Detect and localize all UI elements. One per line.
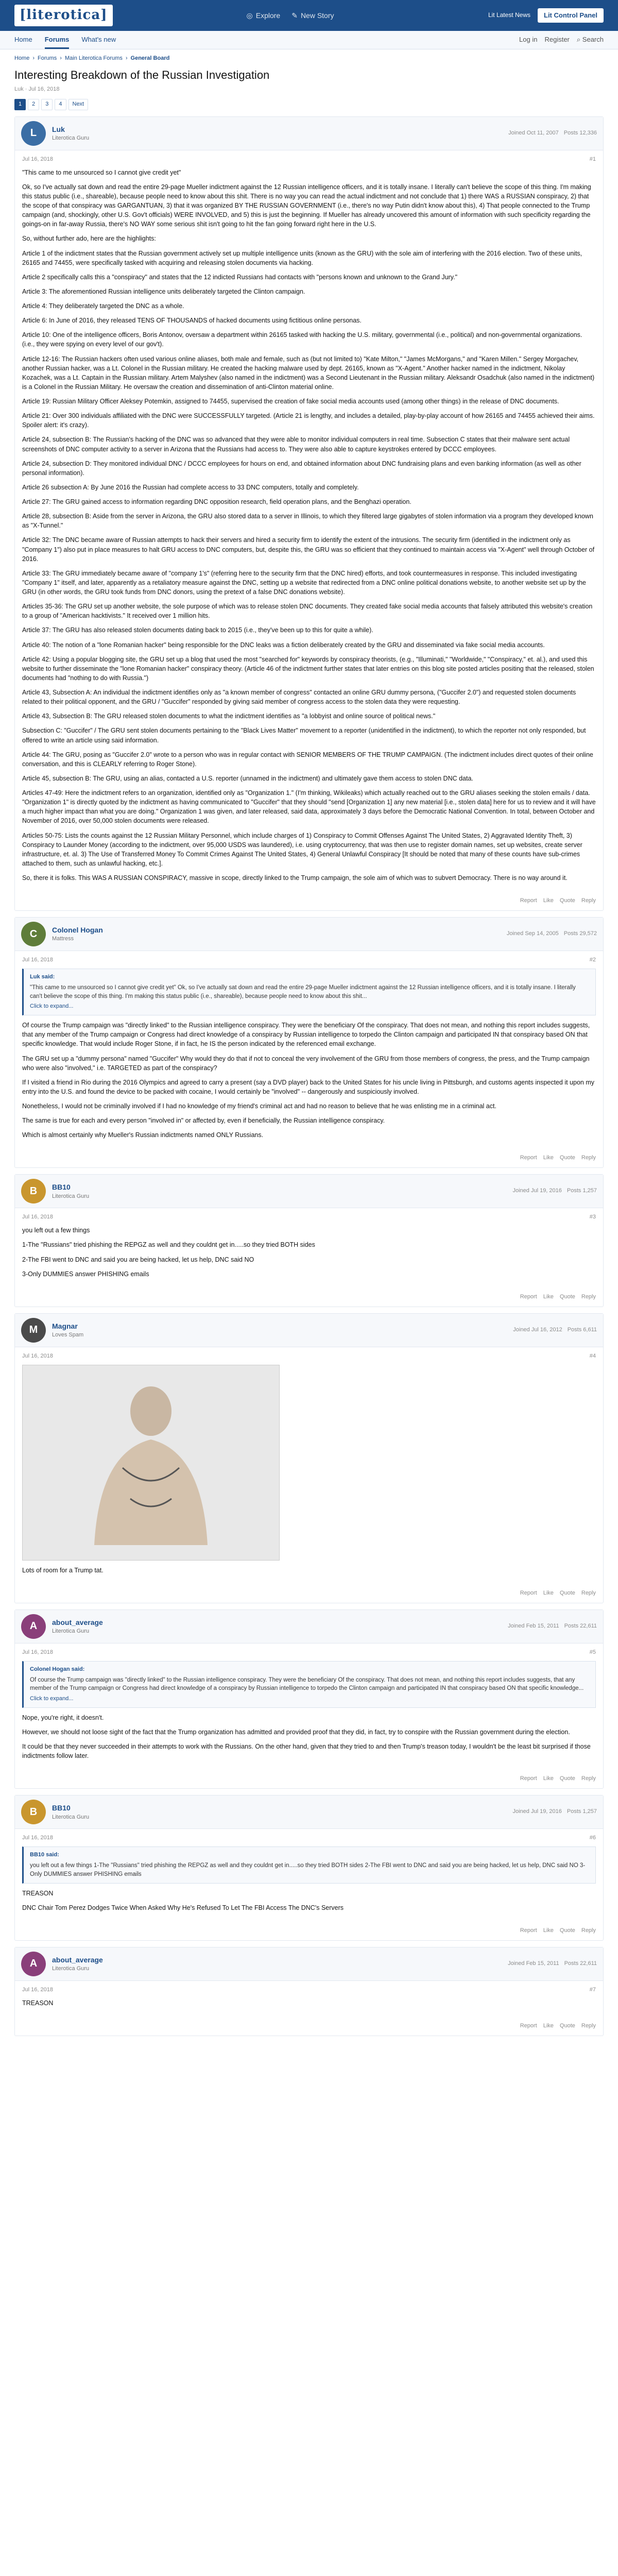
post-paragraph: Article 21: Over 300 individuals affiliated with the DNC were SUCCESSFULLY targeted. (Article 21 is lengthy, and includes a detailed, play-by-play account of how 26165 and 74455 achieved their aims. Spoiler alert: it's crazy).: [22, 412, 595, 429]
post-number[interactable]: #3: [589, 1214, 596, 1221]
post-body: [15, 1643, 603, 1772]
post-paragraph: Nonetheless, I would not be criminally involved if I had no knowledge of my friend's criminal act and had no reason to believe that he was enlisting me in a criminal act.: [22, 1103, 496, 1110]
author-stats: [513, 1326, 597, 1334]
post-paragraph: Articles 50-75: Lists the counts against the 12 Russian Military Personnel, which include charges of 1) Conspiracy to Commit Offenses Against The United States, 2) Aggravated Identity Theft, 3) Conspiracy to Launder Money (according to the indictment, over 95,000 USDS was laundered), i.e. using cryptocurrency, that was then use to register domain names, set up websites, create server infrastructure, et. al. 3) The Use of Transferred Money To Commit Crimes Against The United States, 4) General Unlawful Conspiracy [It should be noted that many of these counts have sub-crimes attached to them, such as unlawful hacking, etc.].: [22, 832, 582, 867]
post-paragraph: Subsection C: "Guccifer" / The GRU sent stolen documents pertaining to the "Black Lives Matter" movement to a reporter (unidentified in the indictment), to which the reporter not only responded, but offered to write an article using said information.: [22, 727, 586, 744]
register-link[interactable]: Register: [544, 36, 570, 44]
page-2[interactable]: 2: [28, 99, 39, 110]
post-date-row: [22, 1649, 596, 1657]
post-image: [22, 1365, 280, 1561]
author-joined: Joined Oct 11, 2007: [508, 129, 559, 136]
author-title: Literotica Guru: [52, 1965, 90, 1972]
post-date[interactable]: Jul 16, 2018: [22, 1649, 53, 1655]
author-name[interactable]: BB10: [52, 1804, 71, 1812]
avatar[interactable]: L: [21, 121, 46, 146]
quote-button[interactable]: Quote: [559, 2022, 575, 2029]
author-title: Loves Spam: [52, 1331, 84, 1338]
post-date-row: [22, 956, 596, 964]
post-paragraph: Lots of room for a Trump tat.: [22, 1566, 104, 1574]
post-paragraph: The same is true for each and every person "involved in" or affected by, even if beneficially, the Russian intelligence conspiracy.: [22, 1117, 385, 1125]
page-3[interactable]: 3: [41, 99, 53, 110]
post-paragraph: Article 26 subsection A: By June 2016 the Russian had complete access to 33 DNC computers, totally and completely.: [22, 483, 359, 491]
author-joined: Joined Feb 15, 2011: [508, 1960, 559, 1967]
author-stats: [508, 1622, 597, 1631]
latest-news-link[interactable]: Lit Latest News: [488, 11, 530, 19]
forum-post: [14, 1609, 604, 1789]
author-title: Literotica Guru: [52, 1628, 90, 1634]
post-body: [15, 150, 603, 894]
post-date[interactable]: Jul 16, 2018: [22, 1835, 53, 1841]
quote-button[interactable]: Quote: [559, 1155, 575, 1161]
post-paragraph: Article 3: The aforementioned Russian intelligence units deliberately targeted the Clinton campaign.: [22, 287, 305, 295]
like-button[interactable]: Like: [543, 1927, 554, 1934]
post-paragraph: Article 28, subsection B: Aside from the server in Arizona, the GRU also stored data to a server in Illinois, to which they filtered large gigabytes of stolen information via a program they developed known as "X-Tunnel.": [22, 513, 593, 530]
post-paragraph: Article 4: They deliberately targeted the DNC as a whole.: [22, 302, 184, 310]
post-date-row: [22, 1213, 596, 1222]
torso-image-icon: [74, 1380, 228, 1545]
post-paragraph: Article 42: Using a popular blogging site, the GRU set up a blog that used the most "searched for" keywords by conspiracy theorists, (e.g., "Illuminati," "Worldwide," "Conspiracy," et. al.), and used this website to further disseminate the "lone Romanian hacker" conspiracy theory. (Article 46 of the indictment further states that later entries on this blog site posted articles positing that the released, stolen documents had "nothing to do with Russia."): [22, 655, 594, 682]
author-joined: Joined Sep 14, 2005: [506, 930, 559, 937]
post-date-row: [22, 1352, 596, 1361]
post-header: [15, 1610, 603, 1643]
post-number[interactable]: #5: [589, 1649, 596, 1655]
quote-button[interactable]: Quote: [559, 1589, 575, 1596]
author-stats: [508, 129, 597, 138]
post-paragraph: Article 43, Subsection A: An individual the indictment identifies only as "a known member of congress" contacted an online GRU dummy persona, ("Guccifer 2.0") and requested stolen documents related to their political opponent, and the GRU / "Guccifer" responded by giving said member of congress access to the stolen data they were requesting.: [22, 689, 576, 706]
forum-post: [14, 1795, 604, 1940]
reply-button[interactable]: Reply: [581, 1927, 596, 1934]
author-block: [52, 925, 103, 943]
author-title: Literotica Guru: [52, 1193, 90, 1199]
author-block: [52, 1955, 103, 1973]
report-button[interactable]: Report: [520, 897, 537, 904]
post-body: [15, 951, 603, 1151]
post-number[interactable]: #1: [589, 156, 596, 162]
post-header: [15, 1314, 603, 1347]
report-button[interactable]: Report: [520, 1155, 537, 1161]
author-posts: Posts 22,611: [564, 1622, 597, 1629]
nav-home[interactable]: Home: [14, 36, 32, 44]
post-date[interactable]: Jul 16, 2018: [22, 1352, 53, 1359]
author-stats: [507, 930, 597, 938]
post-number[interactable]: #4: [589, 1352, 596, 1359]
forum-navbar: [0, 31, 618, 49]
report-button[interactable]: Report: [520, 1775, 537, 1782]
post-body: [15, 1208, 603, 1290]
author-name[interactable]: about_average: [52, 1955, 103, 1964]
breadcrumb-general-board[interactable]: General Board: [130, 55, 170, 61]
post-date-row: [22, 1834, 596, 1842]
post-paragraph: Nope, you're right, it doesn't.: [22, 1714, 104, 1721]
post-paragraph: 1-The "Russians" tried phishing the REPGZ as well and they couldnt get in.....so they tried BOTH sides: [22, 1241, 315, 1249]
author-name[interactable]: Colonel Hogan: [52, 925, 103, 934]
post-paragraph: Article 27: The GRU gained access to information regarding DNC opposition research, field operation plans, and the Benghazi operation.: [22, 498, 411, 506]
post-date[interactable]: Jul 16, 2018: [22, 957, 53, 963]
post-actions: [15, 1290, 603, 1307]
like-button[interactable]: Like: [543, 1293, 554, 1300]
post-body: [15, 1981, 603, 2019]
post-paragraph: Article 44: The GRU, posing as "Guccifer 2.0" wrote to a person who was in regular contact with SENIOR MEMBERS OF THE TRUMP CAMPAIGN. (The indictment includes direct quotes of their online conversation, and this is CLEARLY referring to Roger Stone).: [22, 751, 593, 768]
like-button[interactable]: Like: [543, 1155, 554, 1161]
explore-label: Explore: [255, 11, 281, 20]
author-title: Literotica Guru: [52, 1814, 90, 1820]
post-header: [15, 1795, 603, 1829]
avatar[interactable]: A: [21, 1614, 46, 1639]
author-stats: [512, 1808, 597, 1816]
forum-post: [14, 1313, 604, 1603]
post-paragraph: Article 40: The notion of a "lone Romanian hacker" being responsible for the DNC leaks was a fiction deliberately created by the GRU and disseminated via fake social media accounts.: [22, 641, 545, 649]
post-paragraph: So, there it is folks. This WAS A RUSSIAN CONSPIRACY, massive in scope, directly linked to the Trump campaign, the sole aim of which was to subvert Democracy. There is no way around it.: [22, 874, 568, 882]
author-name[interactable]: about_average: [52, 1618, 103, 1626]
thread-meta: Luk · Jul 16, 2018: [14, 86, 60, 92]
search-link[interactable]: [577, 35, 604, 45]
post-paragraph: "This came to me unsourced so I cannot give credit yet": [22, 168, 181, 176]
post-header: [15, 117, 603, 150]
control-panel-button[interactable]: Lit Control Panel: [538, 8, 604, 23]
author-block: [52, 1321, 83, 1340]
forum-post: [14, 917, 604, 1168]
post-date[interactable]: Jul 16, 2018: [22, 1986, 53, 1993]
log-in-link[interactable]: Log in: [519, 36, 538, 44]
post-actions: [15, 2019, 603, 2036]
author-joined: Joined Jul 19, 2016: [512, 1808, 562, 1815]
breadcrumb-home[interactable]: Home: [14, 55, 30, 61]
nav-forums[interactable]: Forums: [45, 31, 70, 49]
post-paragraph: Article 19: Russian Military Officer Aleksey Potemkin, assigned to 74455, supervised the creation of fake social media accounts used (among other things) in the release of DNC documents.: [22, 398, 559, 405]
post-date[interactable]: Jul 16, 2018: [22, 156, 53, 162]
post-paragraph: Articles 47-49: Here the indictment refers to an organization, identified only as "Organization 1." (I'm thinking, Wikileaks) which actually reached out to the GRU aliases seeking the stolen emails / data. "Organization 1" is directly quoted by the indictment as having communicated to "Guccifer" that they should "send [Organization 1] any new material [i.e., stolen data] here for us to review and it will have a much higher impact than what you are doing." Organization 1 was given, and later released, said data, approximately 3 days before the Democratic National Convention. In total, between October and November of 2016, over 50,000 stolen documents were released.: [22, 789, 596, 825]
reply-button[interactable]: Reply: [581, 897, 596, 904]
forum-post: [14, 1174, 604, 1307]
post-paragraph: Article 1 of the indictment states that the Russian government actively set up multiple intelligence units (known as the GRU) with the sole aim of interfering with the 2016 election. Two of these units, 26165 and 74455, were specifically tasked with acquiring and releasing stolen documents via hacking.: [22, 249, 582, 266]
avatar[interactable]: C: [21, 922, 46, 946]
post-paragraph: Article 45, subsection B: The GRU, using an alias, contacted a U.S. reporter (unnamed in the indictment) and ultimately gave them access to stolen DNC data.: [22, 774, 473, 782]
like-button[interactable]: Like: [543, 897, 554, 904]
post-header: [15, 1947, 603, 1981]
author-posts: Posts 1,257: [566, 1188, 597, 1194]
search-label: Search: [582, 36, 604, 44]
report-button[interactable]: Report: [520, 1293, 537, 1300]
page-1[interactable]: 1: [14, 99, 26, 110]
report-button[interactable]: Report: [520, 1927, 537, 1934]
post-paragraph: Article 2 specifically calls this a "conspiracy" and states that the 12 indicted Russians had contacts with "persons known and unknown to the Grand Jury.": [22, 273, 458, 281]
post-header: [15, 918, 603, 951]
thread-title: Interesting Breakdown of the Russian Investigation: [14, 68, 270, 81]
pencil-icon: ✎: [291, 11, 298, 20]
post-actions: [15, 1772, 603, 1788]
author-posts: Posts 1,257: [566, 1808, 597, 1815]
post-paragraph: If I visited a friend in Rio during the 2016 Olympics and agreed to carry a present (say a DVD player) back to the United States for his uncle living in Pittsburgh, and customs agents inspected it upon my entry into the U.S. and found the device to be packed with cocaine, I would certainly be "involved" -- dangerously and suspiciously involved.: [22, 1078, 594, 1095]
author-posts: Posts 6,611: [567, 1326, 597, 1333]
search-icon: ⌕: [576, 36, 581, 44]
post-paragraph: Article 37: The GRU has also released stolen documents dating back to 2015 (i.e., they've been up to this for quite a while).: [22, 626, 373, 634]
post-paragraph: So, without further ado, here are the highlights:: [22, 235, 156, 243]
post-paragraph: Which is almost certainly why Mueller's Russian indictments named ONLY Russians.: [22, 1131, 264, 1139]
quote-button[interactable]: Quote: [559, 1293, 575, 1300]
author-stats: [508, 1960, 597, 1968]
post-paragraph: 3-Only DUMMIES answer PHISHING emails: [22, 1270, 149, 1278]
post-paragraph: DNC Chair Tom Perez Dodges Twice When Asked Why He's Refused To Let The FBI Access The DNC's Servers: [22, 1904, 344, 1911]
reply-button[interactable]: Reply: [581, 1293, 596, 1300]
page-next[interactable]: Next: [68, 99, 89, 110]
click-to-expand[interactable]: Click to expand...: [30, 1696, 74, 1702]
author-name[interactable]: Luk: [52, 125, 65, 133]
post-header: [15, 1175, 603, 1208]
post-number[interactable]: #6: [589, 1835, 596, 1841]
nav-whats-new[interactable]: What's new: [81, 36, 116, 44]
post-actions: [15, 1586, 603, 1603]
author-joined: Joined Jul 16, 2012: [513, 1326, 562, 1333]
report-button[interactable]: Report: [520, 2022, 537, 2029]
post-paragraph: Articles 35-36: The GRU set up another website, the sole purpose of which was to release stolen DNC documents. They created fake social media accounts that falsely attributed this website's creation to a group of "American hacktivists." It received over 1 million hits.: [22, 603, 593, 620]
post-actions: [15, 1924, 603, 1940]
explore-link[interactable]: [247, 10, 281, 21]
post-paragraph: Article 32: The DNC became aware of Russian attempts to hack their servers and hired a security firm to identify the extent of the intrusions. The security firm (identified in the indictment only as "Company 1") also put in place measures to halt GRU access to DNC computers, but, despite this, the GRU was so efficient that they continued to maintain access via "X-Agent" well through October of 2016.: [22, 536, 595, 563]
breadcrumb-forums[interactable]: Forums: [38, 55, 57, 61]
post-actions: [15, 1151, 603, 1167]
quote-button[interactable]: Quote: [559, 1927, 575, 1934]
quote-text: "This came to me unsourced so I cannot give credit yet" Ok, so I've actually sat down and read the entire 29-page Mueller indictment against the 12 Russian intelligence officers, and it is totally insane. I literally can't believe the scope of this thing. I'm making this status public (i.e., shareable), because people need to know about this shit...: [30, 984, 576, 999]
post-paragraph: Article 33: The GRU immediately became aware of "company 1's" (referring here to the security firm that the DNC hired) efforts, and took countermeasures in response. This included investigating "Company 1" itself, and later, apparently as a retaliatory measure against the DNC, setting up a website that redirected from a DNC online political donations website, to another website set up by the GRU (in other words, the GRU took funds from DNC donors, using the pretext of a false DNC donations website).: [22, 569, 586, 596]
author-block: [52, 1182, 89, 1200]
post-paragraph: Article 24, subsection B: The Russian's hacking of the DNC was so advanced that they were able to monitor individual computers in real time. Subsection C states that their malware sent actual screenshots of DNC computer activity to a server in Arizona that the Russians had access to. They were also able to capture keystrokes entered by DCCC employees.: [22, 436, 570, 453]
quote-block: [22, 969, 596, 1015]
post-body: [15, 1347, 603, 1586]
post-paragraph: 2-The FBI went to DNC and said you are being hacked, let us help, DNC said NO: [22, 1256, 254, 1263]
pagination: [14, 99, 604, 110]
post-date-row: [22, 1986, 596, 1994]
reply-button[interactable]: Reply: [581, 2022, 596, 2029]
post-date[interactable]: Jul 16, 2018: [22, 1214, 53, 1221]
breadcrumb: Home › Forums › Main Literotica Forums › General Board: [14, 55, 604, 63]
post-paragraph: Article 24, subsection D: They monitored individual DNC / DCCC employees for hours on end, and obtained information about DNC fundraising plans and even banking information (as well as other personal information).: [22, 460, 581, 477]
quote-block: [22, 1846, 596, 1883]
forum-post: [14, 116, 604, 911]
reply-button[interactable]: Reply: [581, 1775, 596, 1782]
new-story-label: New Story: [300, 11, 334, 20]
author-joined: Joined Feb 15, 2011: [508, 1622, 559, 1629]
breadcrumb-main-forums[interactable]: Main Literotica Forums: [64, 55, 123, 61]
reply-button[interactable]: Reply: [581, 1155, 596, 1161]
quote-text: you left out a few things 1-The "Russians" tried phishing the REPGZ as well and they couldnt get in.....so they tried BOTH sides 2-The FBI went to DNC and said you are being hacked, let us help, DNC said NO 3-Only DUMMIES answer PHISHING emails: [30, 1862, 586, 1877]
avatar[interactable]: A: [21, 1952, 46, 1976]
quote-button[interactable]: Quote: [559, 897, 575, 904]
like-button[interactable]: Like: [543, 1775, 554, 1782]
author-joined: Joined Jul 19, 2016: [512, 1188, 562, 1194]
post-paragraph: The GRU set up a "dummy persona" named "Guccifer" Why would they do that if not to conceal the very involvement of the GRU from those members of congress, the press, and the Trump campaign who were also "involved," i.e. TARGETED as part of the conspiracy?: [22, 1055, 590, 1072]
report-button[interactable]: Report: [520, 1589, 537, 1596]
post-number[interactable]: #2: [589, 957, 596, 963]
top-right: [488, 8, 604, 23]
site-logo[interactable]: [literotica]: [14, 5, 113, 26]
new-story-link[interactable]: [291, 10, 334, 21]
author-block: [52, 1617, 103, 1636]
top-nav: [247, 10, 334, 21]
post-paragraph: Of course the Trump campaign was "directly linked" to the Russian intelligence conspiracy. They were the beneficiary Of the conspiracy. That does not mean, and nothing this report includes suggests, that any member of the Trump campaign or Congress had direct knowledge of a conspiracy by Russian intelligence to torpedo the Clinton campaign and participated IN that conspiracy based ON that specific knowledge. That would include Roger Stone, if in fact, he IS the person indicated by the referenced email exchange.: [22, 1022, 590, 1048]
page-4[interactable]: 4: [55, 99, 66, 110]
author-posts: Posts 22,611: [564, 1960, 597, 1967]
avatar[interactable]: M: [21, 1318, 46, 1343]
quote-author[interactable]: Luk said:: [30, 974, 55, 980]
click-to-expand[interactable]: Click to expand...: [30, 1003, 74, 1010]
avatar[interactable]: B: [21, 1179, 46, 1204]
author-stats: [512, 1187, 597, 1195]
like-button[interactable]: Like: [543, 2022, 554, 2029]
post-paragraph: However, we should not loose sight of the fact that the Trump organization has admitted and provided proof that they did, in fact, try to conspire with the Russian government during the election.: [22, 1728, 570, 1736]
post-date-row: [22, 156, 596, 164]
author-posts: Posts 12,336: [563, 129, 597, 136]
post-paragraph: TREASON: [22, 1889, 54, 1897]
post-paragraph: Article 12-16: The Russian hackers often used various online aliases, both male and female, such as (but not limited to) "Kate Milton," "James McMorgans," and "Karen Millen." Sergey Morgachev, another Russian hacker, was a Lt. Colonel in the Russian military. He created the hacking malware used by dept. 26165, known as "X-Agent." Another hacker named in the indictment, Nikolay Kozachek, was a Lt. Captain in the Russian military. Artem Malyshev (also named in the indictment) was a Second Lieutenant in the Russian military. Aleksandr Osadchuk (also named in the indictment) is a Colonel in the Russian Military. He oversaw the creation and dissemination of anti-Clinton material online.: [22, 355, 595, 391]
author-posts: Posts 29,572: [563, 930, 597, 937]
forum-post: [14, 1947, 604, 2036]
post-list: [14, 116, 604, 2036]
author-block: [52, 124, 89, 143]
post-paragraph: TREASON: [22, 1999, 54, 2007]
like-button[interactable]: Like: [543, 1589, 554, 1596]
post-actions: [15, 894, 603, 910]
post-body: [15, 1829, 603, 1923]
post-paragraph: Article 10: One of the intelligence officers, Boris Antonov, oversaw a department within 26165 tasked with hacking the U.S. military, governmental (i.e., political) and non-governmental organizations. (i.e., they were spying on every level of our gov't).: [22, 331, 582, 348]
author-title: Mattress: [52, 936, 74, 942]
avatar[interactable]: B: [21, 1800, 46, 1824]
quote-author[interactable]: Colonel Hogan said:: [30, 1666, 85, 1672]
compass-icon: ◎: [246, 11, 253, 20]
post-paragraph: you left out a few things: [22, 1227, 90, 1234]
post-paragraph: It could be that they never succeeded in their attempts to work with the Russians. On the other hand, given that they tried to and then Trump's treason today, I wouldn't be the least bit surprised if those indictments follow later.: [22, 1743, 591, 1760]
author-name[interactable]: BB10: [52, 1183, 71, 1192]
author-title: Literotica Guru: [52, 134, 90, 141]
navbar-right: [519, 35, 604, 45]
quote-block: [22, 1661, 596, 1708]
post-number[interactable]: #7: [589, 1986, 596, 1993]
post-paragraph: Ok, so I've actually sat down and read the entire 29-page Mueller indictment against the 12 Russian intelligence officers, and it is totally insane. I literally can't believe the scope of this thing. I'm making this status public (i.e., shareable), because people need to know about this shit. There is no way you can read the actual indictment and not conclude that 1) there WAS a RUSSIAN conspiracy, 2) that the scope of that conspiracy was GARGANTUAN, 3) that it was organized BY THE RUSSIAN GOVERNMENT (i.e., there's no way Putin didn't know about this), 4) That people connected to the Trump campaign (and, shockingly, other U.S. Gov't officials) WERE INVOLVED, and 5) this is just the beginning. If Mueller has already uncovered this amount of information with such specificity regarding the goings-on in far-away Russia, there's NO WAY some serious shit isn't going to hit the fan going forward right here in the U.S.: [22, 183, 591, 228]
main-content: [0, 49, 618, 2058]
author-block: [52, 1803, 89, 1821]
post-paragraph: Article 43, Subsection B: The GRU released stolen documents to what the indictment identifies as "a lobbyist and online source of political news.": [22, 713, 436, 720]
author-name[interactable]: Magnar: [52, 1321, 78, 1330]
quote-author[interactable]: BB10 said:: [30, 1852, 59, 1858]
reply-button[interactable]: Reply: [581, 1589, 596, 1596]
post-paragraph: Article 6: In June of 2016, they released TENS OF THOUSANDS of hacked documents using fictitious online personas.: [22, 317, 362, 325]
top-bar: [0, 0, 618, 31]
quote-button[interactable]: Quote: [559, 1775, 575, 1782]
quote-text: Of course the Trump campaign was "directly linked" to the Russian intelligence conspiracy. They were the beneficiary Of the conspiracy. That does not mean, and nothing this report includes suggests, that any member of the Trump campaign or Congress had direct knowledge of a conspiracy by Russian intelligence to torpedo the Clinton campaign and participated IN that conspiracy based ON that specific knowledge...: [30, 1676, 584, 1692]
